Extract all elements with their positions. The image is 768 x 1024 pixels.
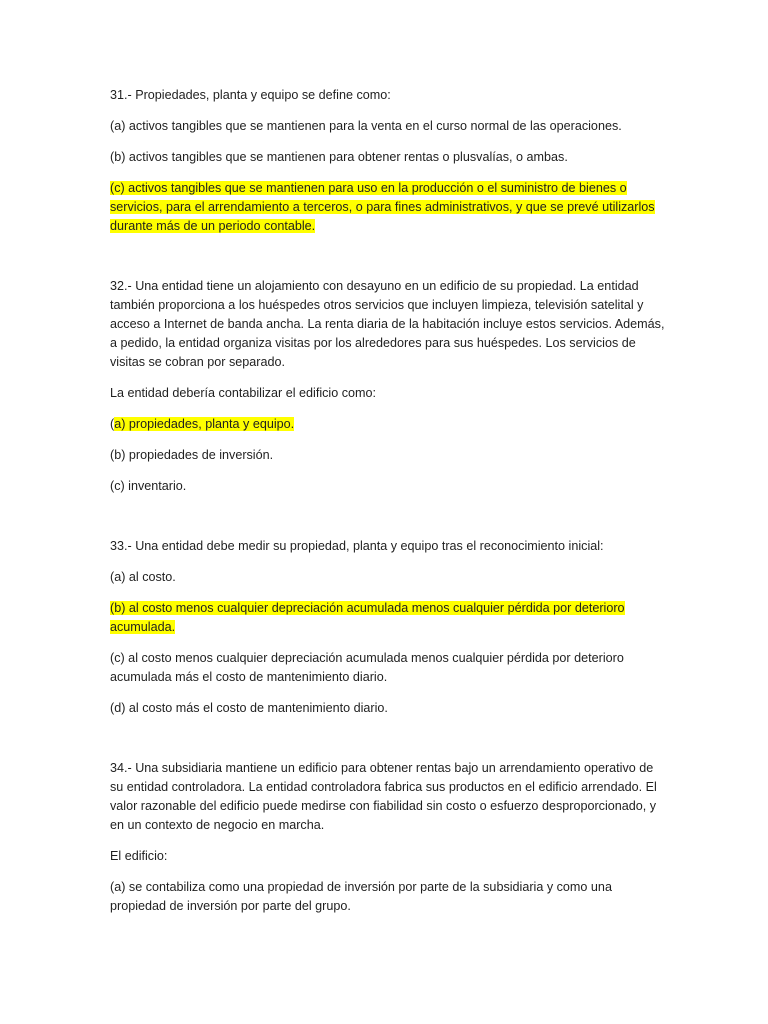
option-a: (a) activos tangibles que se mantienen para la venta en el curso normal de las operaciones. [110,119,622,133]
question-stem: 32.- Una entidad tiene un alojamiento con desayuno en un edificio de su propiedad. La entidad también proporciona a los huéspedes otros servicios que incluyen limpieza, televisión satelital y acceso a Internet de banda ancha. La renta diaria de la habitación incluye estos servicios. Además, a pedido, la entidad organiza visitas por los alrededores para sus huéspedes. Los servicios de visitas se cobran por separado. [110,279,665,369]
question-33 [110,537,670,718]
option-b-answer [110,599,670,637]
question-stem: 33.- Una entidad debe medir su propiedad, planta y equipo tras el reconocimiento inicial: [110,539,604,553]
question-prompt: El edificio: [110,849,168,863]
question-prompt: La entidad debería contabilizar el edificio como: [110,386,377,400]
answer-highlight: a) propiedades, planta y equipo. [114,417,295,431]
option-c-answer [110,179,670,236]
question-stem: 31.- Propiedades, planta y equipo se define como: [110,88,391,102]
question-31 [110,86,670,236]
option-d: (d) al costo más el costo de mantenimiento diario. [110,701,388,715]
option-a: (a) al costo. [110,570,176,584]
option-a: (a) se contabiliza como una propiedad de inversión por parte de la subsidiaria y como una propiedad de inversión por parte del grupo. [110,880,612,913]
answer-highlight: (b) al costo menos cualquier depreciación acumulada menos cualquier pérdida por deterioro acumulada. [110,601,625,634]
question-stem: 34.- Una subsidiaria mantiene un edificio para obtener rentas bajo un arrendamiento operativo de su entidad controladora. La entidad controladora fabrica sus productos en el edificio arrendado. El valor razonable del edificio puede medirse con fiabilidad sin costo o esfuerzo desproporcionado, y en un contexto de negocio en marcha. [110,761,657,832]
option-b: (b) propiedades de inversión. [110,448,274,462]
option-a-answer [110,415,670,434]
option-c: (c) al costo menos cualquier depreciación acumulada menos cualquier pérdida por deterioro acumulada más el costo de mantenimiento diario. [110,651,624,684]
question-32 [110,277,670,496]
document-page [110,86,670,916]
option-prefix: ( [110,417,115,431]
question-34 [110,759,670,916]
option-c: (c) inventario. [110,479,187,493]
option-b: (b) activos tangibles que se mantienen para obtener rentas o plusvalías, o ambas. [110,150,568,164]
answer-highlight: (c) activos tangibles que se mantienen para uso en la producción o el suministro de bienes o servicios, para el arrendamiento a terceros, o para fines administrativos, y que se prevé utilizarlos durante más de un periodo contable. [110,181,655,233]
